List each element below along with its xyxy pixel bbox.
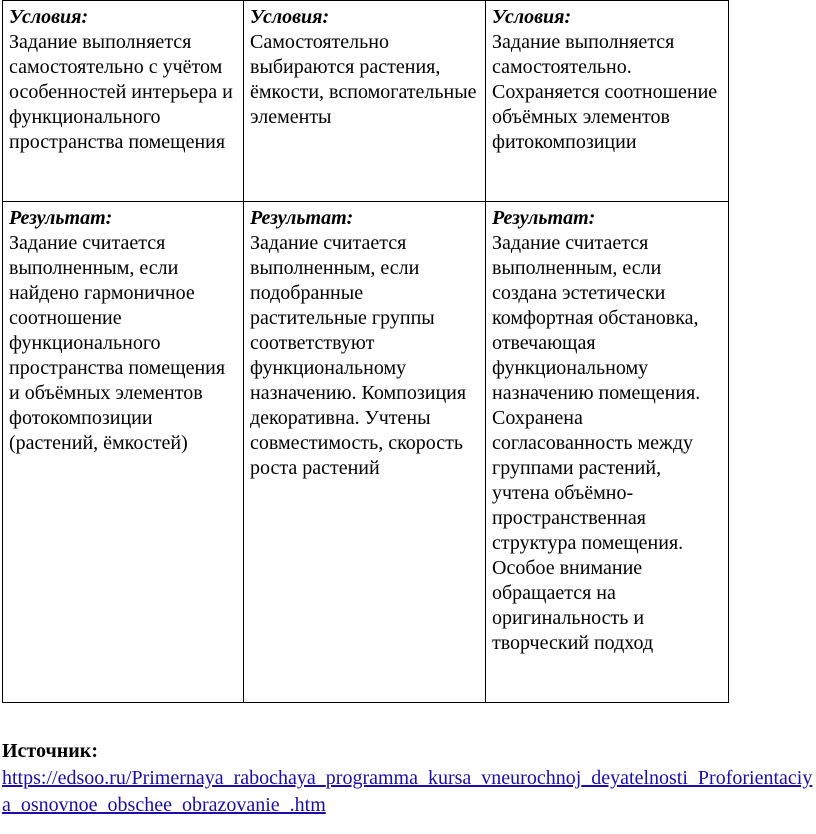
conditions-text: Задание выполняется самостоятельно. Сохраняется соотношение объёмных элементов фитокомпозиции (492, 31, 718, 153)
source-label: Источник: (2, 740, 98, 762)
results-row (3, 202, 729, 703)
conditions-heading: Условия: (9, 6, 89, 28)
results-cell-3 (486, 202, 729, 703)
source-block (2, 738, 816, 819)
results-text: Задание считается выполненным, если создана эстетически комфортная обстановка, отвечающая функциональному назначению помещения. Сохранена согласованность между группами растений, учтена объёмно-пространственная структура помещения. Особое внимание обращается на оригинальность и творческий подход (492, 232, 701, 654)
results-heading: Результат: (492, 207, 596, 229)
conditions-cell-3 (486, 1, 729, 202)
results-heading: Результат: (250, 207, 354, 229)
results-cell-2 (244, 202, 486, 703)
conditions-cell-1 (3, 1, 244, 202)
results-text: Задание считается выполненным, если подобранные растительные группы соответствуют функциональному назначению. Композиция декоративна. Учтены совместимость, скорость роста растений (250, 232, 467, 479)
requirements-table (2, 0, 729, 703)
conditions-heading: Условия: (492, 6, 572, 28)
results-cell-1 (3, 202, 244, 703)
conditions-text: Задание выполняется самостоятельно с учётом особенностей интерьера и функционального пространства помещения (9, 31, 233, 153)
results-text: Задание считается выполненным, если найдено гармоничное соотношение функционального пространства помещения и объёмных элементов фотокомпозиции (растений, ёмкостей) (9, 232, 226, 454)
conditions-row (3, 1, 729, 202)
conditions-text: Самостоятельно выбираются растения, ёмкости, вспомогательные элементы (250, 31, 477, 128)
source-link[interactable]: https://edsoo.ru/Primernaya_rabochaya_programma_kursa_vneurochnoj_deyatelnosti_Proforientaciya_osnovnoe_obschee_obrazovanie_.htm (2, 767, 813, 816)
results-heading: Результат: (9, 207, 113, 229)
conditions-cell-2 (244, 1, 486, 202)
conditions-heading: Условия: (250, 6, 330, 28)
